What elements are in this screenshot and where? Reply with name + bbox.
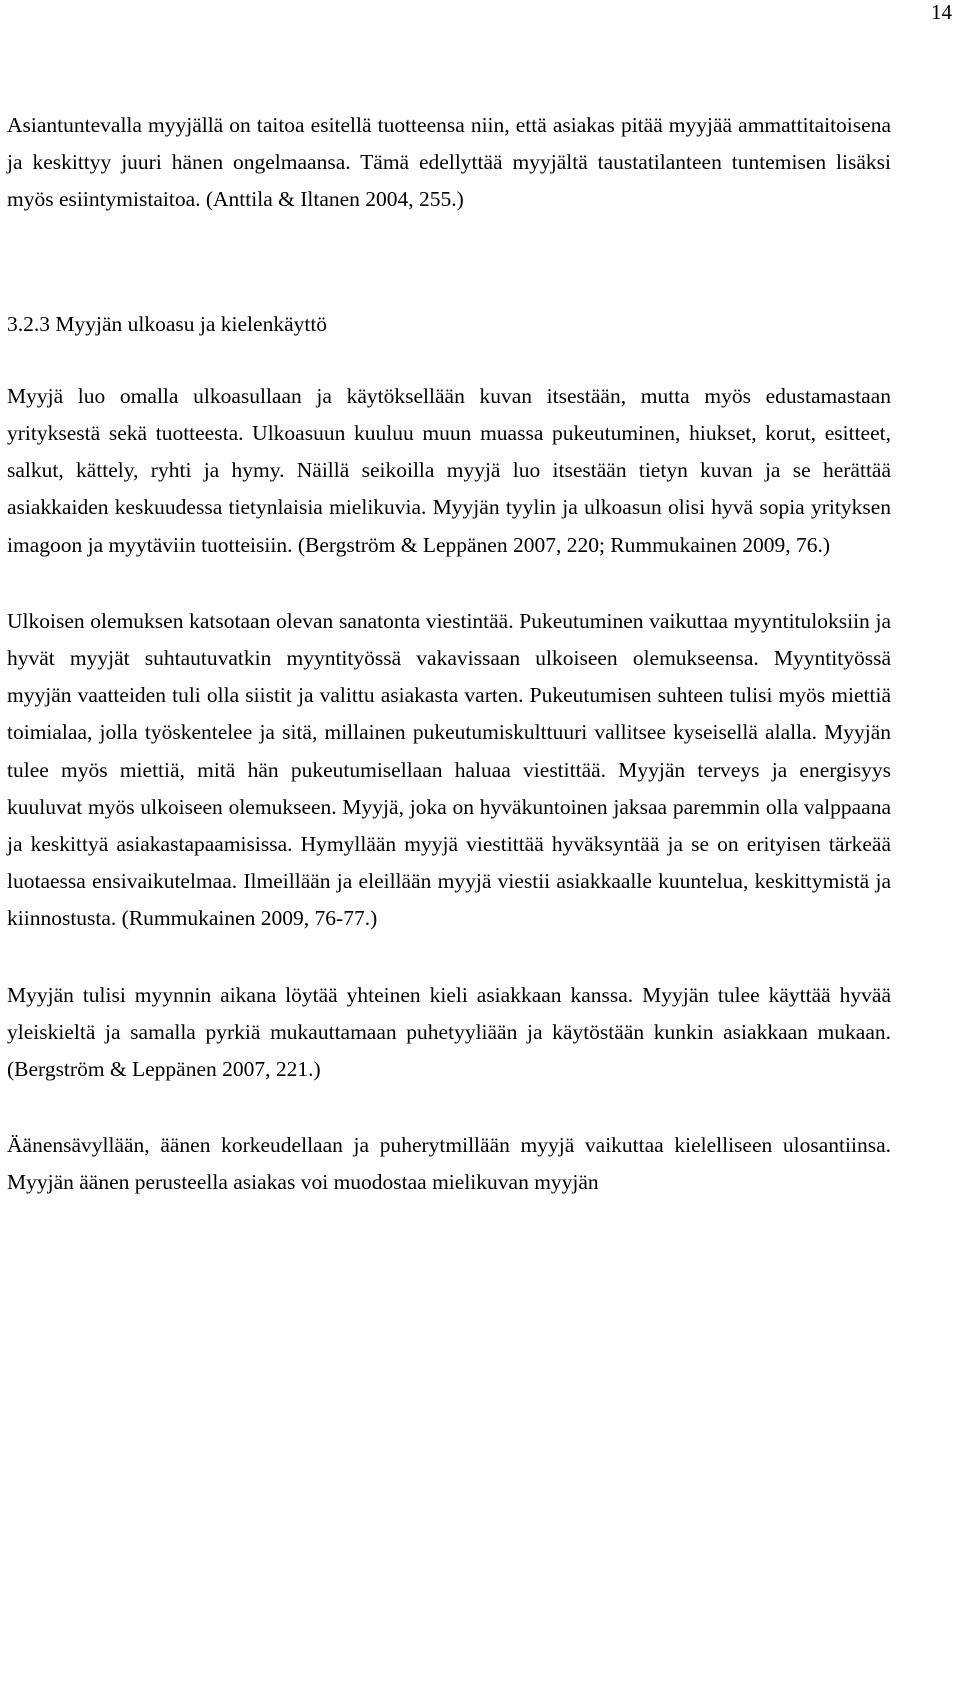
paragraph-intro: Asiantuntevalla myyjällä on taitoa esitellä tuotteensa niin, että asiakas pitää myyjää ammattitaitoisena ja keskittyy juuri hänen ongelmaansa. Tämä edellyttää myyjältä taustatilanteen tuntemisen lisäksi myös esiintymistaitoa. (Anttila & Iltanen 2004, 255.) xyxy=(7,113,891,212)
paragraph-common-language: Myyjän tulisi myynnin aikana löytää yhteinen kieli asiakkaan kanssa. Myyjän tulee käyttää hyvää yleiskieltä ja samalla pyrkiä mukauttamaan puhetyyliään ja käytöstään kunkin asiakkaan mukaan. (Bergström & Leppänen 2007, 221.) xyxy=(7,982,891,1082)
paragraph-voice-container xyxy=(7,1127,891,1201)
section-heading: 3.2.3 Myyjän ulkoasu ja kielenkäyttö xyxy=(7,311,328,336)
paragraph-appearance: Myyjä luo omalla ulkoasullaan ja käytöksellään kuvan itsestään, mutta myös edustamastaan yrityksestä sekä tuotteesta. Ulkoasuun kuuluu muun muassa pukeutuminen, hiukset, korut, esitteet, salkut, kättely, ryhti ja hymy. Näillä seikoilla myyjä luo itsestään tietyn kuvan ja se herättää asiakkaiden keskuudessa tietynlaisia mielikuvia. Myyjän tyylin ja ulkoasun olisi hyvä sopia yrityksen imagoon ja myytäviin tuotteisiin. (Bergström & Leppänen 2007, 220; Rummukainen 2009, 76.) xyxy=(7,383,891,557)
document-body xyxy=(7,107,891,1201)
paragraph-voice: Äänensävyllään, äänen korkeudellaan ja puherytmillään myyjä vaikuttaa kielelliseen ulosantiinsa. Myyjän äänen perusteella asiakas voi muodostaa mielikuvan myyjän xyxy=(7,1133,891,1195)
page-number: 14 xyxy=(931,0,952,24)
paragraph-outer-appearance: Ulkoisen olemuksen katsotaan olevan sanatonta viestintää. Pukeutuminen vaikuttaa myyntituloksiin ja hyvät myyjät suhtautuvatkin myyntityössä vakavissaan ulkoiseen olemukseensa. Myyntityössä myyjän vaatteiden tuli olla siistit ja valittu asiakasta varten. Pukeutumisen suhteen tulisi myös miettiä toimialaa, jolla työskentelee ja sitä, millainen pukeutumiskulttuuri vallitsee kyseisellä alalla. Myyjän tulee myös miettiä, mitä hän pukeutumisellaan haluaa viestittää. Myyjän terveys ja energisyys kuuluvat myös ulkoiseen olemukseen. Myyjä, joka on hyväkuntoinen jaksaa paremmin olla valppaana ja keskittyä asiakastapaamisissa. Hymyllään myyjä viestittää hyväksyntää ja se on erityisen tärkeää luotaessa ensivaikutelmaa. Ilmeillään ja eleillään myyjä viestii asiakkaalle kuuntelua, keskittymistä ja kiinnostusta. (Rummukainen 2009, 76-77.) xyxy=(7,608,891,931)
